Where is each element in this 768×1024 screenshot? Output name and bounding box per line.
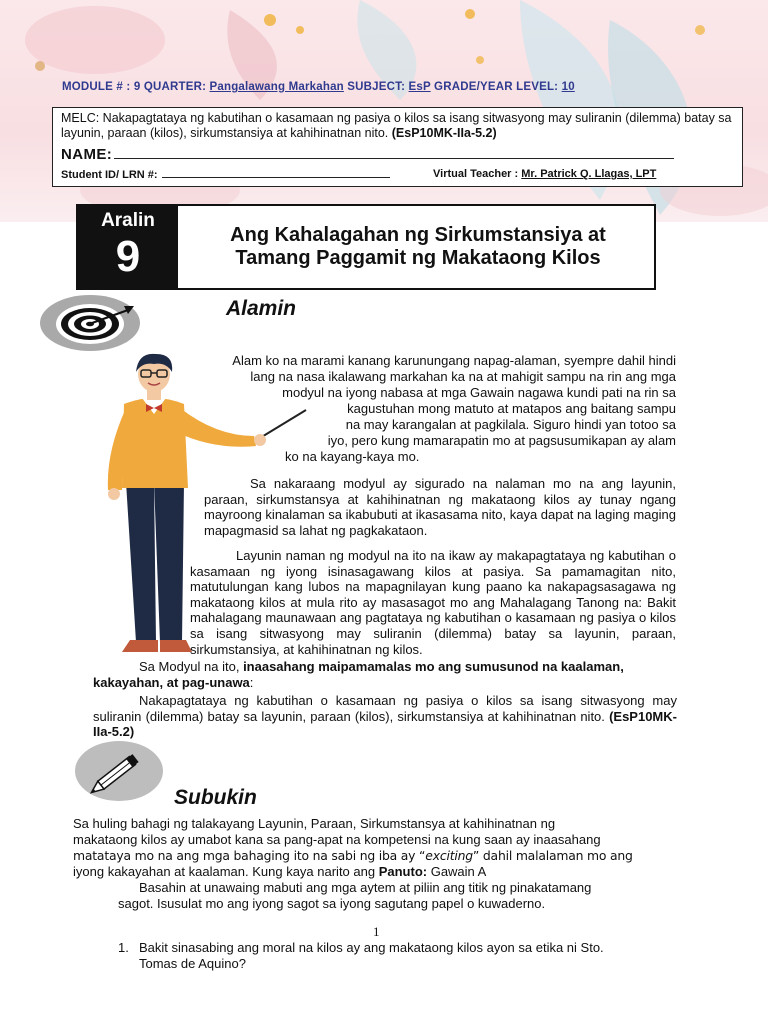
lesson-label: Aralin: [101, 210, 155, 231]
page-number: 1: [373, 924, 380, 939]
intro-line-1: Alam ko na marami kanang karunungang napag-alaman, syempre dahil hindi: [232, 353, 676, 368]
alamin-paragraph-3: Layunin naman ng modyul na ito na ikaw ay makapagtataya ng kabutihan o kasamaan ng iyong isinasagawang kilos at pasiya. Sa pamamagitan nito, matutulungan kang lubos na mapagnilayan kung paano ka nakapagsasagawa ng makataong kilos at mula rito ay masasagot mo ang Mahalagang Tanong na: Bakit mahalagang maunawaan ang pagtataya ng kabutihan o kasamaan ng pasiya o kilos sa isang sitwasyong may suliranin (dilemma) batay sa layunin, paraan, sirkumstansiya, at kahihinatnan ng kilos.: [190, 548, 676, 657]
expectation-end: :: [249, 674, 254, 690]
expectation-intro: Sa Modyul na ito,: [139, 659, 244, 674]
intro-line-5: na may karangalan at pagkilala. Siguro hindi yan totoo sa: [345, 417, 676, 432]
subukin-line-4: [73, 864, 683, 880]
intro-line-3: modyul na iyong nabasa at mga Gawain nagawa kundi pati na rin sa: [282, 385, 676, 400]
subukin-line-3b: ” dahil malalaman mo ang: [472, 848, 633, 863]
lesson-title: [182, 224, 654, 270]
grade-label: GRADE/YEAR LEVEL:: [430, 81, 562, 93]
student-id-blank[interactable]: [162, 168, 390, 178]
melc-text: [61, 111, 736, 141]
intro-line-7: ko na kayang-kaya mo.: [285, 449, 420, 464]
lesson-title-box: [76, 204, 656, 290]
module-prefix: MODULE # : 9 QUARTER:: [62, 81, 210, 93]
name-blank[interactable]: [114, 147, 674, 159]
virtual-teacher: [433, 168, 656, 180]
melc-description: MELC: Nakapagtataya ng kabutihan o kasamaan ng pasiya o kilos sa isang sitwasyong may suliranin (dilemma) batay sa layunin, paraan (kilos), sirkumstansiya at kahihinatnan nito.: [61, 111, 732, 140]
intro-line-6: iyo, pero kung mamarapatin mo at pagsusumikapan ay alam: [327, 433, 676, 448]
student-id-row: [61, 168, 657, 181]
alamin-paragraph-2: Sa nakaraang modyul ay sigurado na nalaman mo na ang layunin, paraan, sirkumstansya at kahihinatnan ng makataong kilos ay tunay ngang mayroong kinalaman sa ikabubuti at ikasasama nito, kaya dapat na laging maging mapagmasid sa lahat ng pagkakataon.: [204, 476, 676, 538]
melc-code: (EsP10MK-IIa-5.2): [391, 126, 497, 140]
subukin-line-1: Sa huling bahagi ng talakayang Layunin, Paraan, Sirkumstansya at kahihinatnan ng: [73, 816, 556, 831]
competency-paragraph: [93, 693, 677, 740]
lesson-number: 9: [115, 232, 141, 281]
lesson-title-line1: Ang Kahalagahan ng Sirkumstansiya at: [230, 224, 606, 246]
intro-line-4: kagustuhan mong matuto at matapos ang baitang sampu: [347, 401, 676, 416]
name-row: [61, 146, 674, 163]
question-1-line-2: Tomas de Aquino?: [139, 956, 246, 971]
subukin-line-6: sagot. Isusulat mo ang iyong sagot sa iyong sagutang papel o kuwaderno.: [118, 896, 546, 911]
alamin-heading: Alamin: [226, 297, 297, 320]
quarter-value: Pangalawang Markahan: [209, 81, 344, 93]
competency-text: Nakapagtataya ng kabutihan o kasamaan ng pasiya o kilos sa isang sitwasyong may suliranin (dilemma) batay sa layunin, paraan (kilos), sirkumstansiya at kahihinatnan nito.: [93, 693, 677, 724]
target-icon: [40, 294, 144, 352]
subukin-line-4a: iyong kakayahan at kaalaman. Kung kaya narito ang: [73, 864, 379, 879]
grade-value: 10: [561, 81, 575, 93]
expectation-bold: inaasahang maipamamalas mo ang sumusunod na kaalaman, kakayahan, at pag-unawa: [93, 659, 624, 690]
intro-line-2: lang na nasa ikalawang markahan ka na at mahigit sampu na rin ang mga: [250, 369, 676, 384]
subukin-line-4b: Gawain A: [427, 864, 487, 879]
lesson-title-line2: Tamang Paggamit ng Makataong Kilos: [235, 247, 601, 269]
subukin-line-2: makataong kilos ay umabot kana sa pang-apat na kompetensi na kung saan ay inaasahang: [73, 832, 601, 847]
panuto-label: Panuto:: [378, 864, 428, 879]
virtual-teacher-label: Virtual Teacher :: [433, 168, 522, 180]
module-info-line: [62, 81, 575, 93]
exciting-word: exciting: [425, 848, 473, 863]
student-id-label: Student ID/ LRN #:: [61, 169, 158, 181]
expectation-paragraph: [93, 659, 677, 690]
melc-box: [52, 107, 743, 187]
subukin-line-3: [73, 848, 683, 864]
subukin-line-3a: matataya mo na ang mga bahaging ito na sabi ng iba ay “: [73, 848, 426, 863]
subukin-line-5: Basahin at unawaing mabuti ang mga aytem at piliin ang titik ng pinakatamang: [139, 880, 592, 895]
question-1-number: 1.: [118, 940, 129, 955]
lesson-number-tab: [78, 206, 178, 290]
virtual-teacher-name: Mr. Patrick Q. Llagas, LPT: [521, 168, 657, 180]
subject-value: EsP: [408, 81, 431, 93]
pencil-icon: [74, 740, 164, 802]
subject-label: SUBJECT:: [343, 81, 409, 93]
question-1-line-1: Bakit sinasabing ang moral na kilos ay ang makataong kilos ayon sa etika ni Sto.: [139, 940, 604, 955]
subukin-heading: Subukin: [174, 786, 257, 809]
competency-code: (EsP10MK-IIa-5.2): [93, 708, 677, 740]
name-label: NAME:: [61, 146, 113, 163]
